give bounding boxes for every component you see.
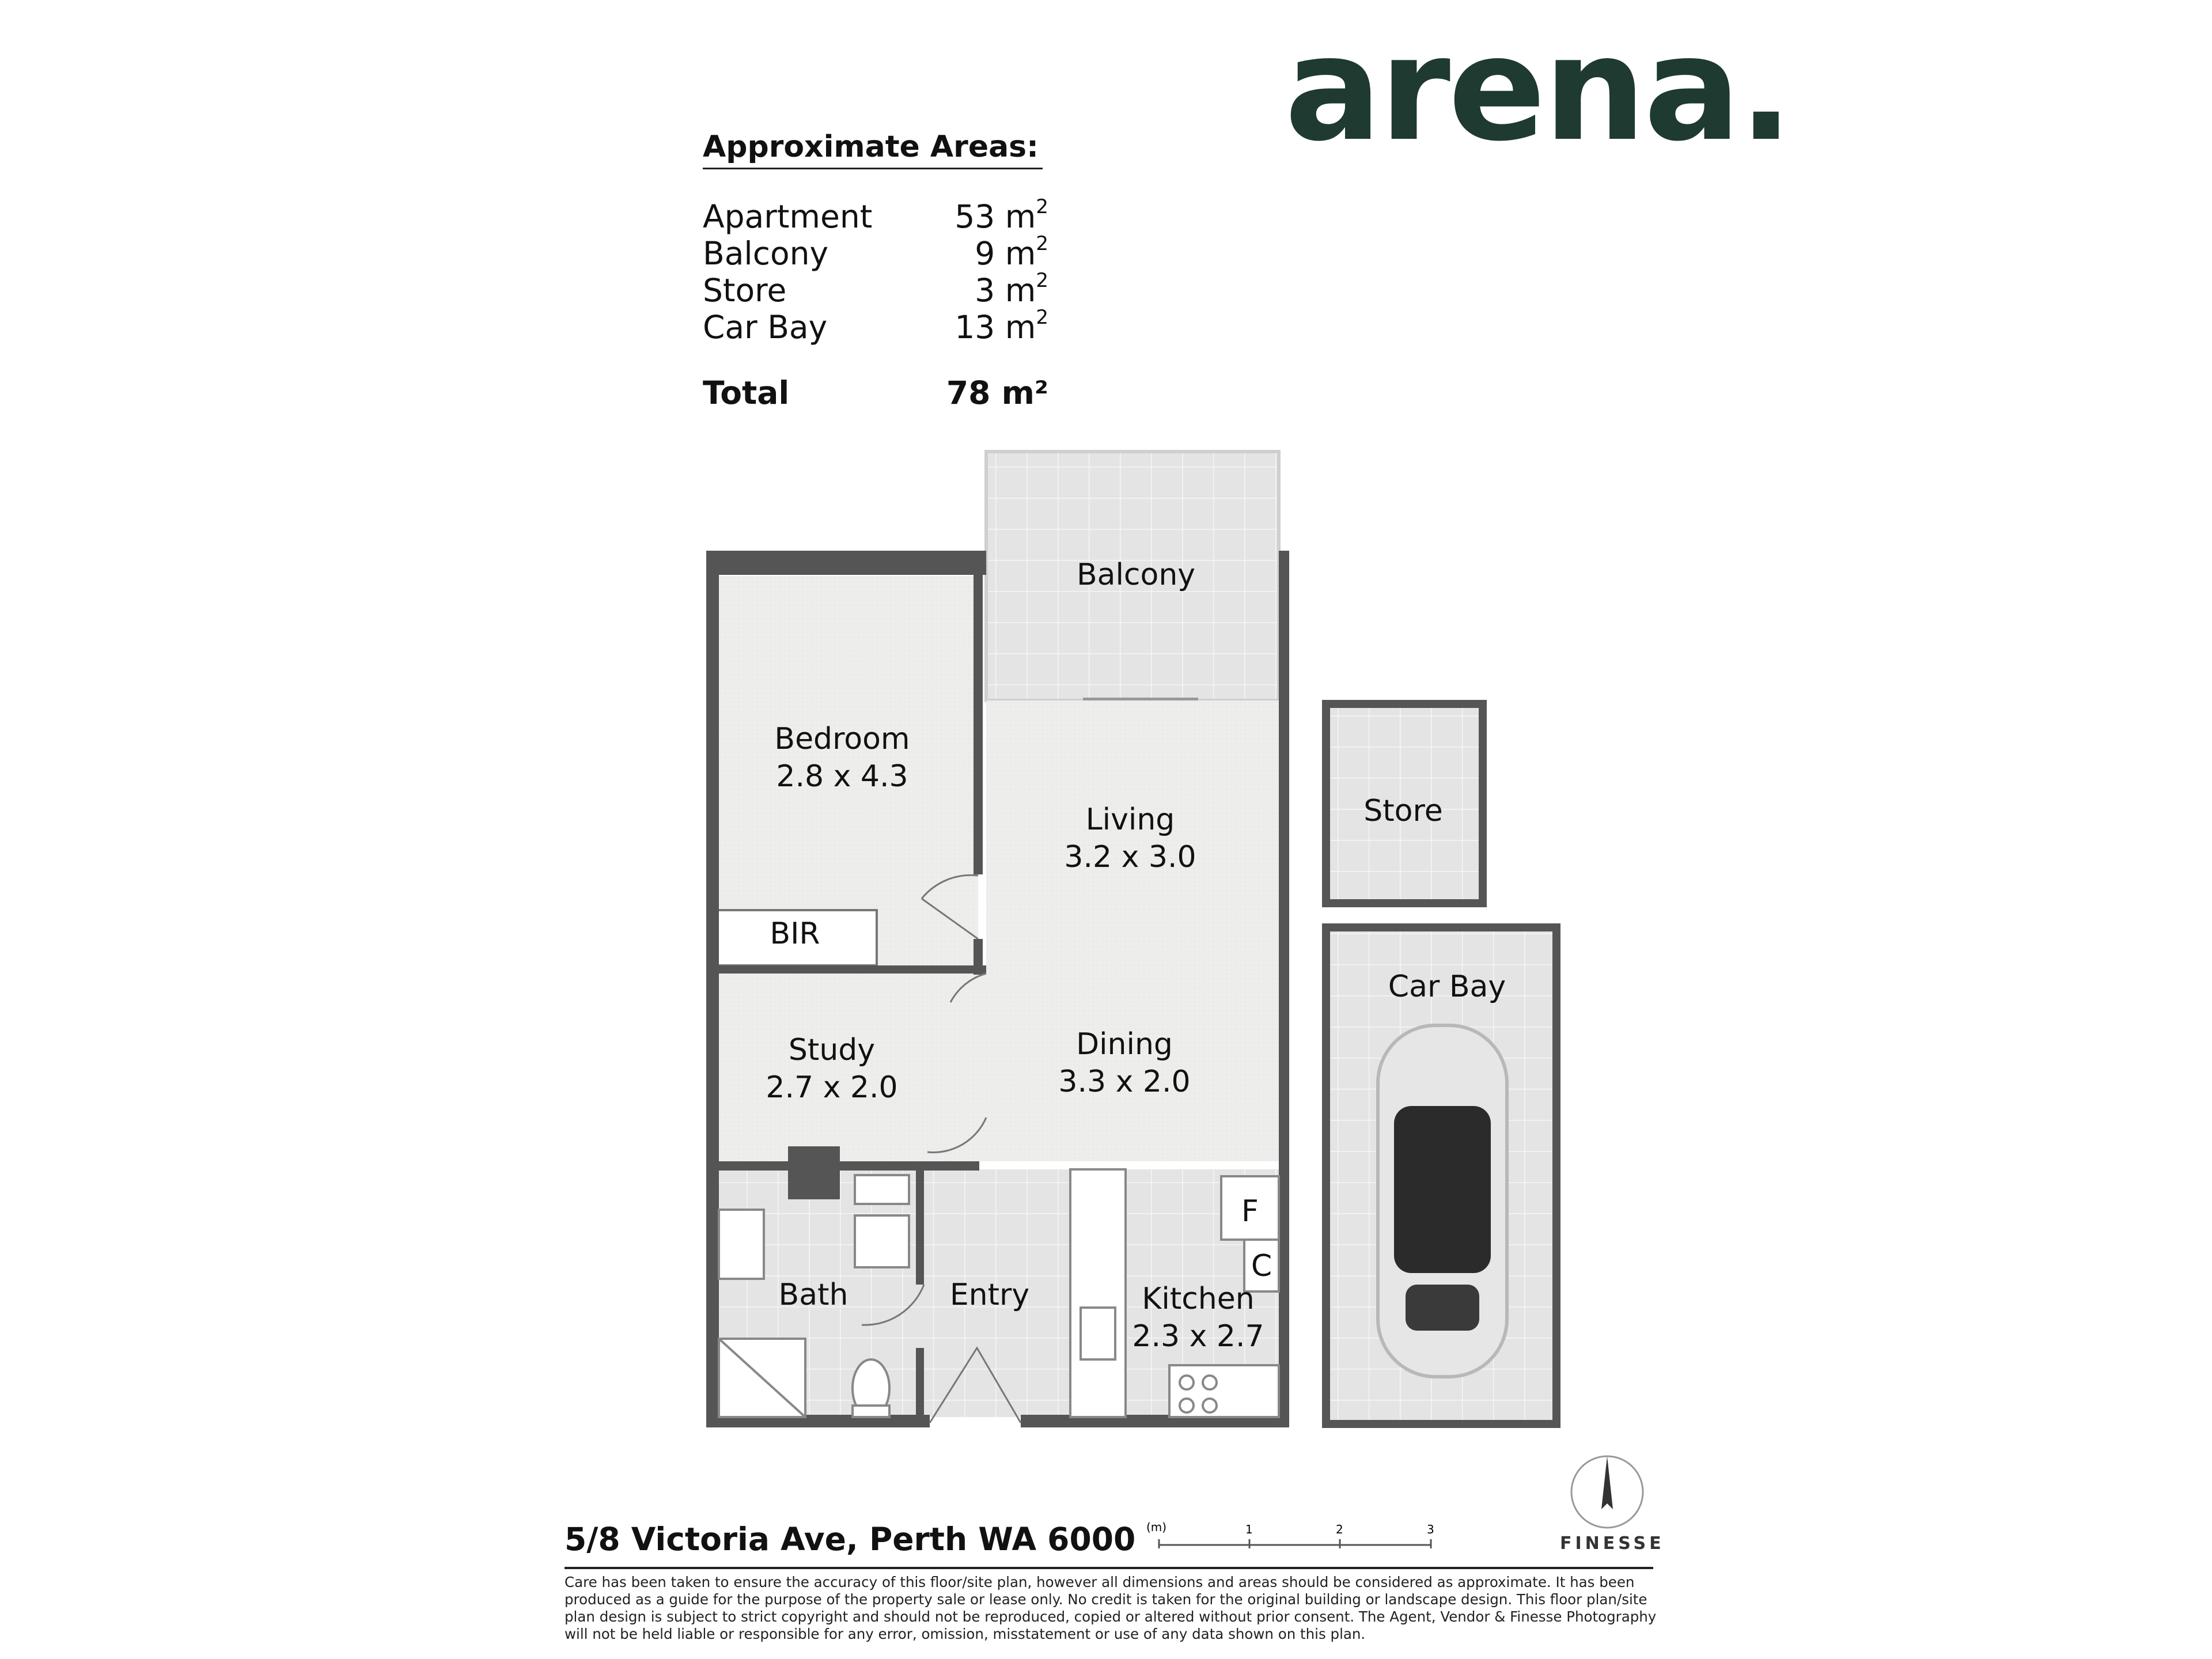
scale-tick-3: 3	[1427, 1522, 1434, 1536]
bir-label: BIR	[770, 916, 820, 951]
study-dimensions: 2.7 x 2.0	[766, 1070, 898, 1105]
north-compass-icon	[1567, 1452, 1647, 1532]
scale-tick-1: 1	[1245, 1522, 1253, 1536]
balcony-label: Balcony	[1076, 558, 1196, 592]
total-label: Total	[703, 374, 790, 411]
area-value: 13 $m^2$	[955, 305, 1048, 346]
scale-tick-2: 2	[1336, 1522, 1343, 1536]
bedroom-label: Bedroom	[774, 722, 910, 756]
kitchen-label: Kitchen	[1142, 1282, 1255, 1316]
property-address: 5/8 Victoria Ave, Perth WA 6000	[565, 1521, 1136, 1558]
area-value: 53 $m^2$	[955, 195, 1048, 235]
arena-logo: arena.	[1285, 5, 1791, 173]
store-label: Store	[1363, 794, 1443, 828]
areas-title: Approximate Areas:	[703, 130, 1043, 169]
car-bay-label: Car Bay	[1388, 969, 1506, 1004]
disclaimer-text: Care has been taken to ensure the accuracy of this floor/site plan, however all dimensions and areas should be considered as approximate. It has been produced as a guide for the purpose of the property sale or lease only. No credit is taken for the original building or landscape design. This floor plan/site plan design is subject to strict copyright and should not be reproduced, copied or altered without prior consent. The Agent, Vendor & Finesse Photography will not be held liable or responsible for any error, omission, misstatement or use of any data shown on this plan.	[565, 1574, 1657, 1642]
cupboard-label: C	[1251, 1249, 1272, 1283]
kitchen-dimensions: 2.3 x 2.7	[1132, 1319, 1264, 1354]
area-label: Car Bay	[703, 309, 828, 346]
study-floor	[714, 974, 986, 1161]
dining-dimensions: 3.3 x 2.0	[1058, 1065, 1191, 1099]
living-label: Living	[1085, 802, 1175, 837]
total-value: 78 m²	[946, 374, 1048, 411]
area-label: Store	[703, 272, 787, 309]
footer-divider	[565, 1567, 1653, 1569]
fridge-label: F	[1241, 1194, 1259, 1229]
scale-unit: (m)	[1146, 1520, 1167, 1534]
dining-label: Dining	[1076, 1027, 1173, 1062]
living-dimensions: 3.2 x 3.0	[1064, 840, 1196, 874]
entry-label: Entry	[949, 1278, 1030, 1312]
car-icon	[1378, 1025, 1507, 1377]
area-value: 3 $m^2$	[975, 268, 1048, 309]
scale-bar	[1146, 1520, 1446, 1554]
bedroom-dimensions: 2.8 x 4.3	[776, 759, 908, 794]
study-label: Study	[788, 1033, 876, 1067]
finesse-brand: FINESSE	[1560, 1533, 1665, 1554]
area-label: Apartment	[703, 198, 873, 235]
area-value: 9 $m^2$	[975, 232, 1048, 272]
bath-label: Bath	[778, 1278, 849, 1312]
area-label: Balcony	[703, 235, 829, 272]
